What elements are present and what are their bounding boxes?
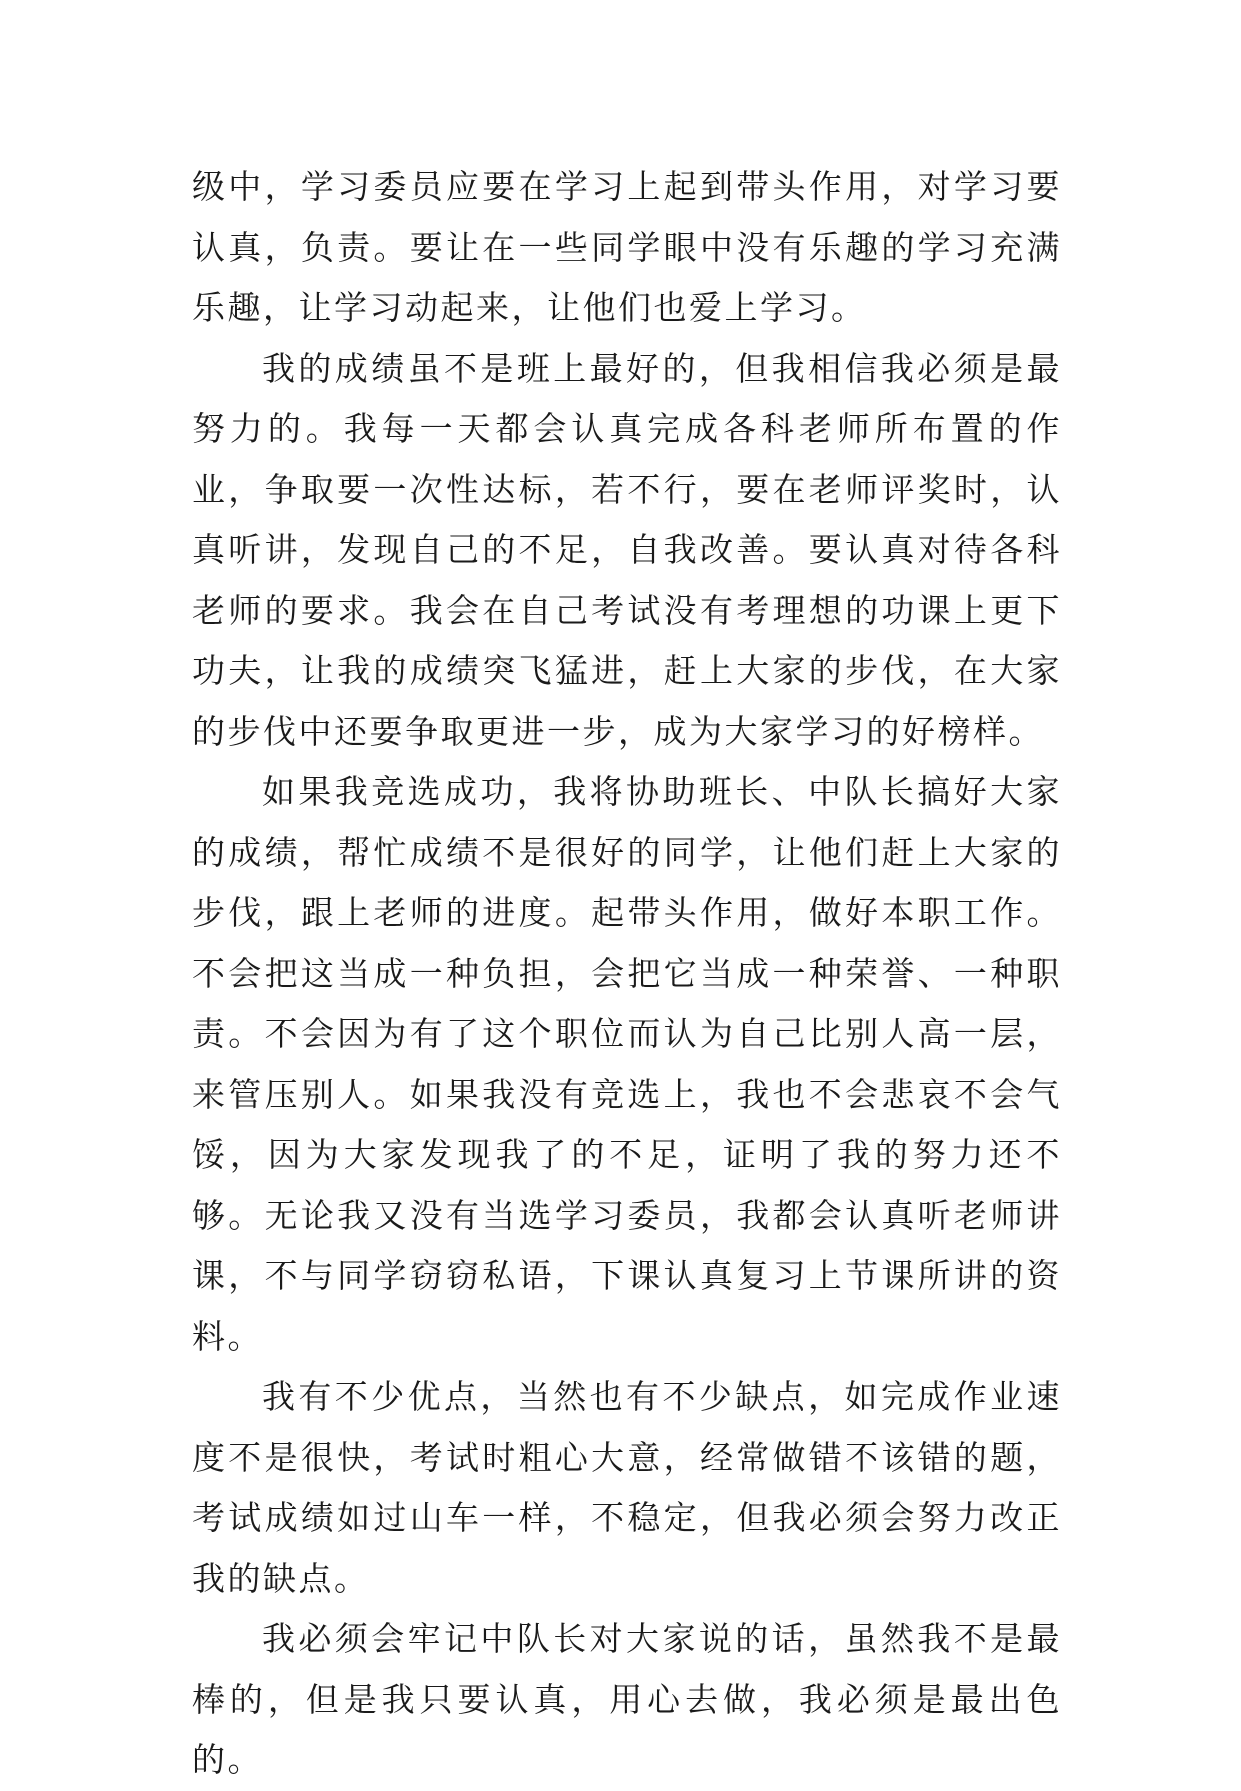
paragraph-2: 我的成绩虽不是班上最好的，但我相信我必须是最努力的。我每一天都会认真完成各科老师所布置的作业，争取要一次性达标，若不行，要在老师评奖时，认真听讲，发现自己的不足，自我改善。要认真对待各科老师的要求。我会在自己考试没有考理想的功课上更下功夫，让我的成绩突飞猛进，赶上大家的步伐，在大家的步伐中还要争取更进一步，成为大家学习的好榜样。 [192, 348, 1062, 751]
paragraph-4: 我有不少优点，当然也有不少缺点，如完成作业速度不是很快，考试时粗心大意，经常做错不该错的题，考试成绩如过山车一样，不稳定，但我必须会努力改正我的缺点。 [192, 1377, 1062, 1598]
paragraph-5: 我必须会牢记中队长对大家说的话，虽然我不是最棒的，但是我只要认真，用心去做，我必须是最出色的。 [192, 1619, 1062, 1779]
paragraph-3: 如果我竞选成功，我将协助班长、中队长搞好大家的成绩，帮忙成绩不是很好的同学，让他们赶上大家的步伐，跟上老师的进度。起带头作用，做好本职工作。不会把这当成一种负担，会把它当成一种荣誉、一种职责。不会因为有了这个职位而认为自己比别人高一层，来管压别人。如果我没有竞选上，我也不会悲哀不会气馁，因为大家发现我了的不足，证明了我的努力还不够。无论我又没有当选学习委员，我都会认真听老师讲课，不与同学窃窃私语，下课认真复习上节课所讲的资料。 [192, 772, 1062, 1356]
document-body [192, 157, 1062, 1791]
paragraph-1: 级中，学习委员应要在学习上起到带头作用，对学习要认真，负责。要让在一些同学眼中没有乐趣的学习充满乐趣，让学习动起来，让他们也爱上学习。 [192, 167, 1062, 327]
